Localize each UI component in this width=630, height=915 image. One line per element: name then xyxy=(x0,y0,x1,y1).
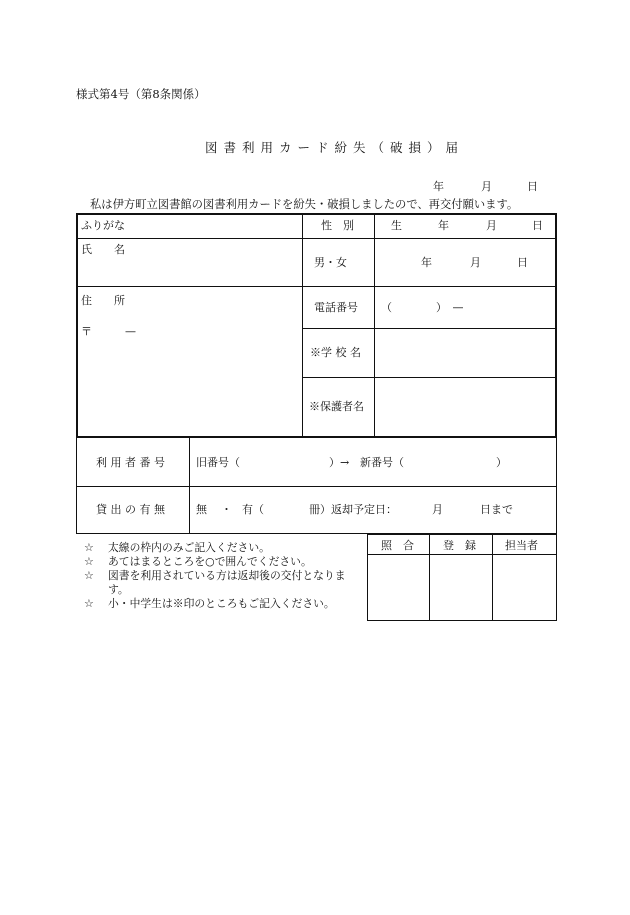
birth-month: 月 xyxy=(470,256,481,269)
address-label: 住 所 xyxy=(81,294,125,307)
date-month: 月 xyxy=(481,180,492,193)
gender-options[interactable]: 男・女 xyxy=(314,256,347,269)
loan-none[interactable]: 無 xyxy=(196,503,207,516)
user-number-label: 利 用 者 番 号 xyxy=(96,456,165,469)
note-item: ☆ 太線の枠内のみご記入ください。 xyxy=(84,541,270,554)
birth-label: 生 xyxy=(391,219,402,232)
loan-dot: ・ xyxy=(221,503,232,516)
office-register: 登 録 xyxy=(443,539,476,552)
guardian-label: ※保護者名 xyxy=(309,400,364,413)
date-year: 年 xyxy=(433,180,444,193)
loan-label: 貸 出 の 有 無 xyxy=(96,503,165,516)
birth-day-header: 日 xyxy=(532,219,543,232)
date-day: 日 xyxy=(527,180,538,193)
birth-year: 年 xyxy=(421,256,432,269)
phone-label: 電話番号 xyxy=(314,301,358,314)
loan-yes[interactable]: 有（ xyxy=(242,503,264,516)
furigana-label: ふりがな xyxy=(81,219,125,232)
birth-year-header: 年 xyxy=(438,219,449,232)
postal-code: 〒 — xyxy=(81,325,136,338)
old-number: 旧番号（ xyxy=(196,456,240,469)
loan-day: 日まで xyxy=(480,503,513,516)
office-check: 照 合 xyxy=(381,539,414,552)
note-item: ☆ 小・中学生は※印のところもご記入ください。 xyxy=(84,597,335,610)
form-number: 様式第4号（第8条関係） xyxy=(76,87,206,101)
office-staff: 担当者 xyxy=(505,539,538,552)
statement: 私は伊方町立図書館の図書利用カードを紛失・破損しましたので、再交付願います。 xyxy=(90,198,519,211)
new-number: 新番号（ xyxy=(360,456,404,469)
loan-books: 冊）返却予定日： xyxy=(309,503,397,516)
notes xyxy=(84,541,363,611)
name-label: 氏 名 xyxy=(81,243,125,256)
birth-day: 日 xyxy=(517,256,528,269)
old-number-close: ）→ xyxy=(329,456,350,469)
loan-month: 月 xyxy=(432,503,443,516)
new-number-close: ） xyxy=(496,456,507,469)
form-title: 図書利用カード紛失（破損）届 xyxy=(205,140,465,155)
birth-month-header: 月 xyxy=(486,219,497,232)
note-item: ☆ 図書を利用されている方は返却後の交付となります。 xyxy=(84,569,346,596)
phone-format: （ ） — xyxy=(381,301,464,314)
gender-label: 性 別 xyxy=(321,219,354,232)
note-item: ☆ あてはまるところを○で囲んでください。 xyxy=(84,555,312,568)
school-label: ※学 校 名 xyxy=(310,346,361,359)
